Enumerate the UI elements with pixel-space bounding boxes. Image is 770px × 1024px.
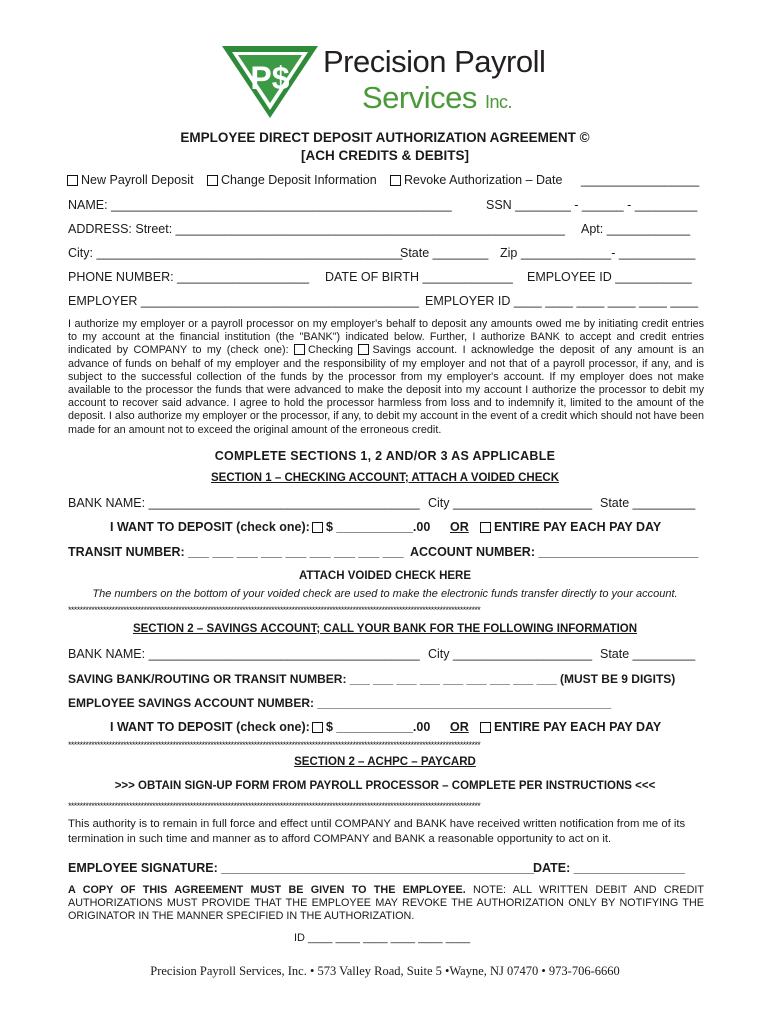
form-subtitle: [ACH CREDITS & DEBITS] <box>301 148 469 163</box>
employee-signature-field[interactable]: EMPLOYEE SIGNATURE: _____________________________________________ <box>68 861 535 875</box>
section2-heading: SECTION 2 – SAVINGS ACCOUNT; CALL YOUR BANK FOR THE FOLLOWING INFORMATION <box>132 623 638 635</box>
s1-bank-name-field[interactable]: BANK NAME: _______________________________________ <box>68 496 420 510</box>
s2-entire-pay-checkbox[interactable] <box>480 722 491 733</box>
s2-routing-field[interactable]: SAVING BANK/ROUTING OR TRANSIT NUMBER: ___ ___ ___ ___ ___ ___ ___ ___ ___ (MUST BE 9 DIGITS) <box>68 672 676 686</box>
option-change[interactable]: Change Deposit Information <box>207 173 377 187</box>
s1-amount-field[interactable]: $ ___________.00 <box>312 520 430 534</box>
s2-or: OR <box>450 720 469 734</box>
divider-3: ********************************************************************************************************************************************** <box>68 801 481 811</box>
change-deposit-checkbox[interactable] <box>207 175 218 186</box>
employer-id-field[interactable]: EMPLOYER ID ____ ____ ____ ____ ____ ____ <box>425 294 699 308</box>
phone-field[interactable]: PHONE NUMBER: ___________________ <box>68 270 310 284</box>
form-title: EMPLOYEE DIRECT DEPOSIT AUTHORIZATION AGREEMENT © <box>180 130 590 145</box>
revoke-checkbox[interactable] <box>390 175 401 186</box>
brand-name: Precision Payroll <box>323 44 546 79</box>
employee-id-field[interactable]: EMPLOYEE ID ___________ <box>527 270 692 284</box>
option-new[interactable]: New Payroll Deposit <box>67 173 194 187</box>
apt-field[interactable]: Apt: ____________ <box>581 222 691 236</box>
option-revoke[interactable]: Revoke Authorization – Date <box>390 173 562 187</box>
section1-heading: SECTION 1 – CHECKING ACCOUNT; ATTACH A VOIDED CHECK <box>211 472 559 484</box>
complete-sections-heading: COMPLETE SECTIONS 1, 2 AND/OR 3 AS APPLICABLE <box>214 449 556 463</box>
authority-paragraph: This authority is to remain in full force and effect until COMPANY and BANK have received written notification from me of its termination in such time and manner as to afford COMPANY and BANK a reasonable opportunity to act on it. <box>68 818 686 845</box>
signature-date-field[interactable]: DATE: ________________ <box>533 861 685 875</box>
city-field[interactable]: City: ____________________________________________ <box>68 246 403 260</box>
dob-field[interactable]: DATE OF BIRTH _____________ <box>325 270 513 284</box>
savings-checkbox[interactable] <box>358 344 369 355</box>
section3-heading: SECTION 2 – ACHPC – PAYCARD <box>294 756 476 768</box>
s1-account-field[interactable]: ACCOUNT NUMBER: _______________________ <box>410 545 699 559</box>
footer-address: Precision Payroll Services, Inc. • 573 Valley Road, Suite 5 •Wayne, NJ 07470 • 973-706-6660 <box>150 964 620 978</box>
id-field[interactable]: ID ____ ____ ____ ____ ____ ____ <box>294 932 471 944</box>
checking-checkbox[interactable] <box>294 344 305 355</box>
s1-entire-pay-checkbox[interactable] <box>480 522 491 533</box>
s2-state-field[interactable]: State _________ <box>600 647 696 661</box>
divider-2: ********************************************************************************************************************************************** <box>68 740 481 750</box>
s1-amount-checkbox[interactable] <box>312 522 323 533</box>
revoke-date-field[interactable]: _________________ <box>581 173 700 187</box>
employer-field[interactable]: EMPLOYER ________________________________________ <box>68 294 420 308</box>
ssn-field[interactable]: SSN ________ - ______ - _________ <box>486 198 698 212</box>
s2-amount-checkbox[interactable] <box>312 722 323 733</box>
s1-city-field[interactable]: City ____________________ <box>428 496 593 510</box>
attach-check-heading: ATTACH VOIDED CHECK HERE <box>298 570 472 582</box>
s1-entire-pay[interactable]: ENTIRE PAY EACH PAY DAY <box>480 520 661 534</box>
section3-instruction: >>> OBTAIN SIGN-UP FORM FROM PAYROLL PROCESSOR – COMPLETE PER INSTRUCTIONS <<< <box>114 780 656 792</box>
state-field[interactable]: State ________ <box>400 246 489 260</box>
zip-field[interactable]: Zip _____________- ___________ <box>500 246 696 260</box>
s2-deposit-label: I WANT TO DEPOSIT (check one): <box>110 720 310 734</box>
s1-or: OR <box>450 520 469 534</box>
brand-services: Services Inc. <box>362 80 513 115</box>
s2-amount-field[interactable]: $ ___________.00 <box>312 720 430 734</box>
name-field[interactable]: NAME: _________________________________________________ <box>68 198 452 212</box>
new-deposit-checkbox[interactable] <box>67 175 78 186</box>
svg-text:P$: P$ <box>250 60 290 96</box>
authorization-paragraph: I authorize my employer or a payroll processor on my employer's behalf to deposit any amounts owed me by initiating credit entries to my account at the financial institution (the "BANK") indicated below. Further, I authorize BANK to accept and credit entries indicated by COMPANY to my (check one): Checking Savings account. I acknowledge the deposit of any amount is an advance of funds on behalf of my employer and the responsibility of my employer and not that of a payroll processor, if any, and is subject to the successful collection of the funds by the processor from my employer's account. If my employer does not make available to the processor the funds that were advanced to make the deposit into my account I authorize the processor to debit my account to recover said advance. I agree to hold the processor harmless from loss and to indemnify it, limited to the amount of the deposit. I also authorize my employer or the processor, if any, to debit my account in the event of a credit which should not have been made for an amount not to exceed the original amount of the erroneous credit. <box>68 318 705 436</box>
s2-bank-name-field[interactable]: BANK NAME: _______________________________________ <box>68 647 420 661</box>
s2-entire-pay[interactable]: ENTIRE PAY EACH PAY DAY <box>480 720 661 734</box>
check-note: The numbers on the bottom of your voided check are used to make the electronic funds transfer directly to your account. <box>92 588 678 600</box>
address-field[interactable]: ADDRESS: Street: ________________________________________________________ <box>68 222 565 236</box>
s2-savings-account-field[interactable]: EMPLOYEE SAVINGS ACCOUNT NUMBER: ____________________________________________ <box>68 696 611 710</box>
divider-1: ********************************************************************************************************************************************** <box>68 605 481 615</box>
s1-state-field[interactable]: State _________ <box>600 496 696 510</box>
copy-notice: A COPY OF THIS AGREEMENT MUST BE GIVEN TO THE EMPLOYEE. NOTE: ALL WRITTEN DEBIT AND CREDIT AUTHORIZATIONS MUST PROVIDE THAT THE EMPLOYEE MAY REVOKE THE AUTHORIZATION ONLY BY NOTIFYING THE ORIGINATOR IN THE MANNER SPECIFIED IN THE AUTHORIZATION. <box>68 884 705 922</box>
s1-transit-field[interactable]: TRANSIT NUMBER: ___ ___ ___ ___ ___ ___ ___ ___ ___ <box>68 545 404 559</box>
s2-city-field[interactable]: City ____________________ <box>428 647 593 661</box>
pps-logo-icon <box>220 44 320 120</box>
s1-deposit-label: I WANT TO DEPOSIT (check one): <box>110 520 310 534</box>
